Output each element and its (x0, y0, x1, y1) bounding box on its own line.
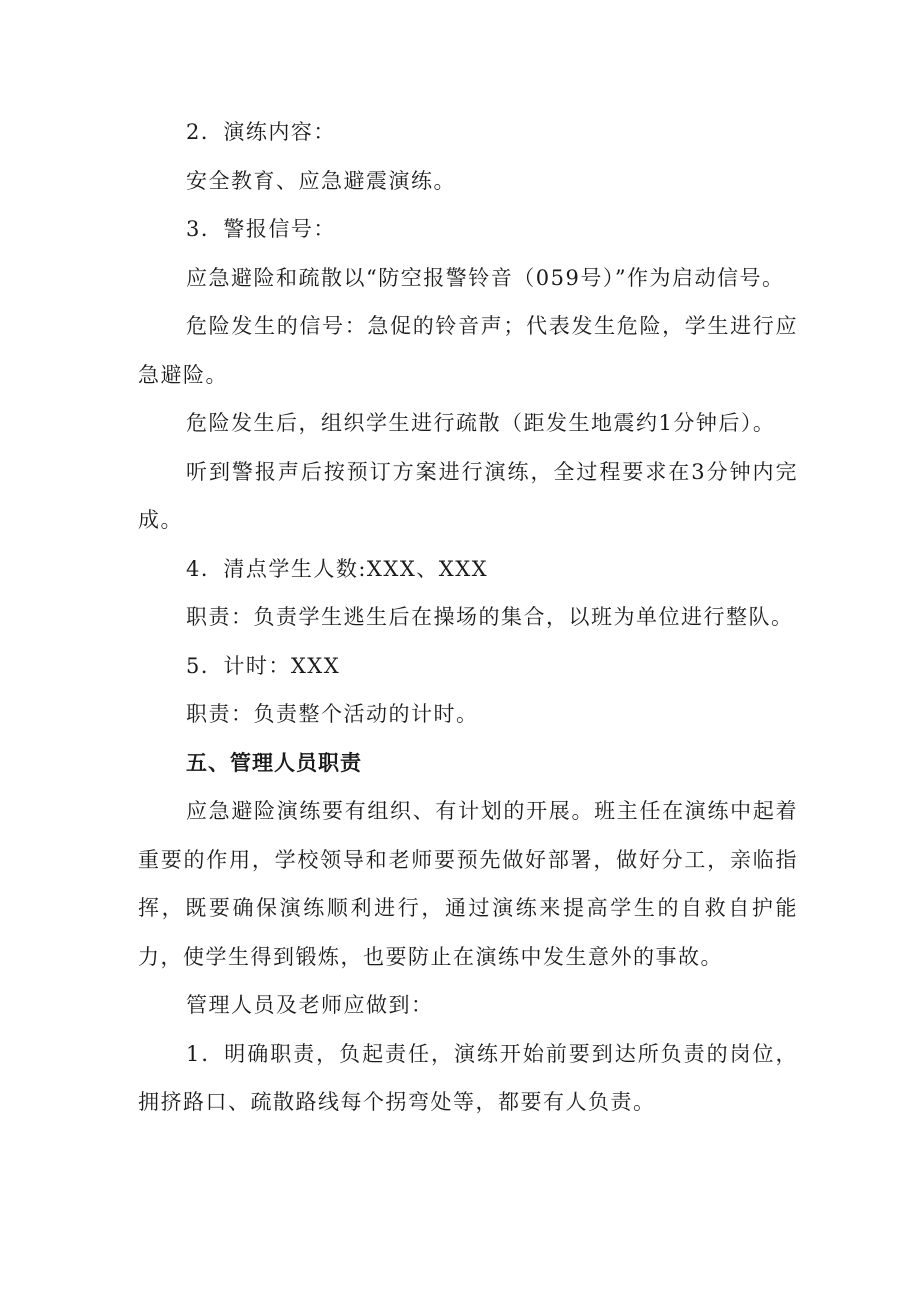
manager-requirements-intro: 管理人员及老师应做到： (186, 993, 434, 1017)
danger-signal-text: 危险发生的信号：急促的铃音声；代表发生危险，学生进行应急避险。 (138, 314, 798, 387)
item-timing: 5．计时：XXX (186, 653, 341, 678)
drill-duration-text: 听到警报声后按预订方案进行演练，全过程要求在3分钟内完成。 (138, 459, 798, 532)
item-clear-duties: 1．明确职责，负起责任，演练开始前要到达所负责的岗位，拥挤路口、疏散路线每个拐弯处等，都要有人负责。 (138, 1041, 798, 1114)
manager-duties-text: 应急避险演练要有组织、有计划的开展。班主任在演练中起着重要的作用，学校领导和老师要预先做好部署，做好分工，亲临指挥，既要确保演练顺利进行，通过演练来提高学生的自救自护能力，使学生得到锻炼，也要防止在演练中发生意外的事故。 (138, 799, 798, 969)
document-body (138, 108, 798, 1127)
headcount-duty-text: 职责：负责学生逃生后在操场的集合，以班为单位进行整队。 (186, 605, 794, 629)
alarm-start-signal-text: 应急避险和疏散以“防空报警铃音（059号）”作为启动信号。 (186, 265, 785, 290)
item-alarm-signal: 3．警报信号： (186, 217, 336, 241)
section-heading-manager-duties: 五、管理人员职责 (186, 750, 362, 775)
item-drill-content: 2．演练内容： (186, 120, 336, 144)
evacuation-text: 危险发生后，组织学生进行疏散（距发生地震约1分钟后）。 (186, 411, 776, 435)
item-headcount: 4．清点学生人数:XXX、XXX (186, 556, 489, 581)
drill-content-text: 安全教育、应急避震演练。 (186, 168, 456, 193)
timing-duty-text: 职责：负责整个活动的计时。 (186, 702, 479, 726)
